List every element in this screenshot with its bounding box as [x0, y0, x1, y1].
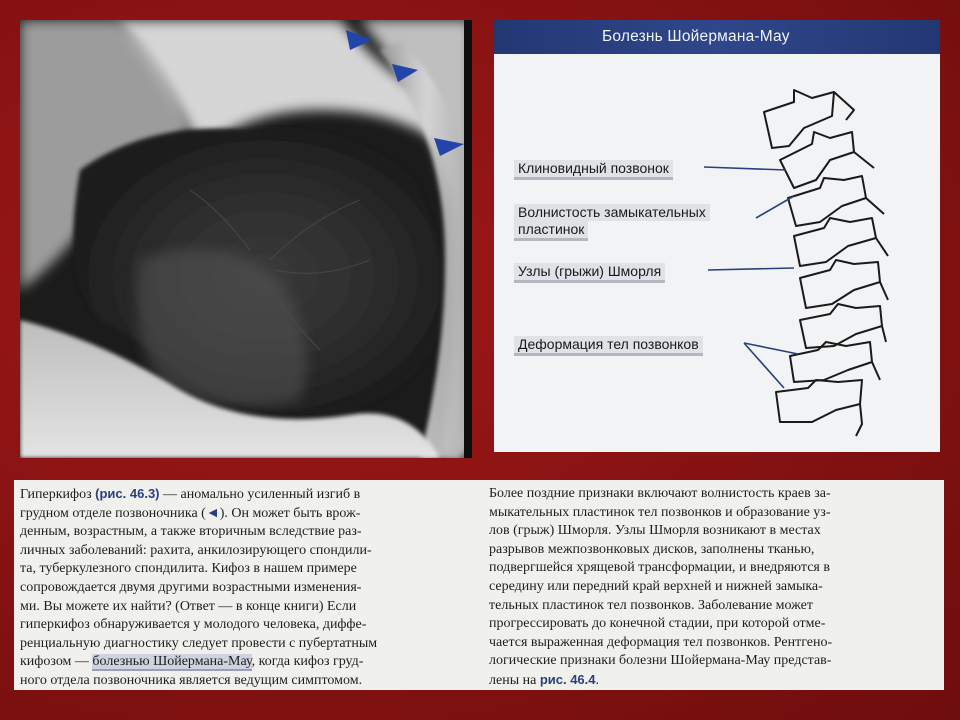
text-line: Гиперкифоз (рис. 46.3) — аномально усиленный изгиб в [20, 486, 361, 502]
text-line: середину или передний край верхней и нижней замыка- [489, 578, 823, 594]
text-line: подвергшейся хрящевой трансформации, и внедряются в [489, 560, 830, 576]
text-line: тельных пластинок тел позвонков. Заболевание может [489, 597, 813, 613]
figure-reference: (рис. 46.3) [95, 486, 160, 501]
figure-reference: рис. 46.4 [539, 671, 596, 687]
text-line: чается выраженная деформация тел позвонков. Рентгено- [489, 634, 833, 650]
chest-xray-image [20, 20, 472, 458]
label-body-deformation: Деформация тел позвонков [514, 336, 703, 356]
text-column-left [20, 485, 468, 691]
xray-graphic [20, 20, 472, 458]
label-wedge-vertebra: Клиновидный позвонок [514, 160, 673, 180]
text-line: логические признаки болезни Шойермана-Мау представ- [489, 653, 832, 669]
text-line: разрывов межпозвонковых дисков, заполнены тканью, [489, 541, 815, 557]
text-line: кифозом — болезнью Шойермана-Мау, когда кифоз груд- [20, 654, 364, 670]
text-line: ми. Вы можете их найти? (Ответ — в конце книги) Если [20, 598, 357, 614]
text-column-right [489, 485, 937, 691]
label-endplate-waviness-line1: Волнистость замыкательных [514, 204, 710, 221]
text-line: лены на рис. 46.4. [489, 671, 600, 688]
text-line: Более поздние признаки включают волнистость краев за- [489, 486, 831, 501]
text-line: ренциальную диагностику следует провести с пубертатным [20, 635, 378, 651]
diagram-title: Болезнь Шойермана-Мау [602, 28, 790, 45]
label-endplate-waviness-line2: пластинок [514, 221, 588, 241]
label-schmorl-nodes: Узлы (грыжи) Шморля [514, 263, 665, 283]
text-line: гиперкифоз обнаруживается у молодого человека, диффе- [20, 617, 367, 633]
text-line: ного отдела позвоночника является ведущим симптомом. [20, 672, 363, 688]
text-line: прогрессировать до конечной стадии, при которой отме- [489, 616, 826, 632]
description-text-panel [14, 480, 944, 690]
highlighted-term: болезнью Шойермана-Мау [92, 654, 252, 670]
text-line: сопровождается двумя другими возрастными изменения- [20, 579, 362, 595]
text-line: лов (грыж) Шморля. Узлы Шморля возникают в местах [489, 523, 821, 539]
text-line: грудном отделе позвоночника (◄). Он может быть врож- [20, 505, 361, 521]
arrowhead-symbol: ◄ [205, 505, 220, 521]
text-line: мыкательных пластинок тел позвонков и образование уз- [489, 504, 831, 520]
text-line: та, туберкулезного спондилита. Кифоз в нашем примере [20, 561, 357, 577]
text-line: денным, возрастным, а также вторичным вследствие раз- [20, 524, 362, 540]
scheuermann-diagram [494, 20, 940, 452]
text-line: личных заболеваний: рахита, анкилозирующего спондили- [20, 542, 372, 558]
